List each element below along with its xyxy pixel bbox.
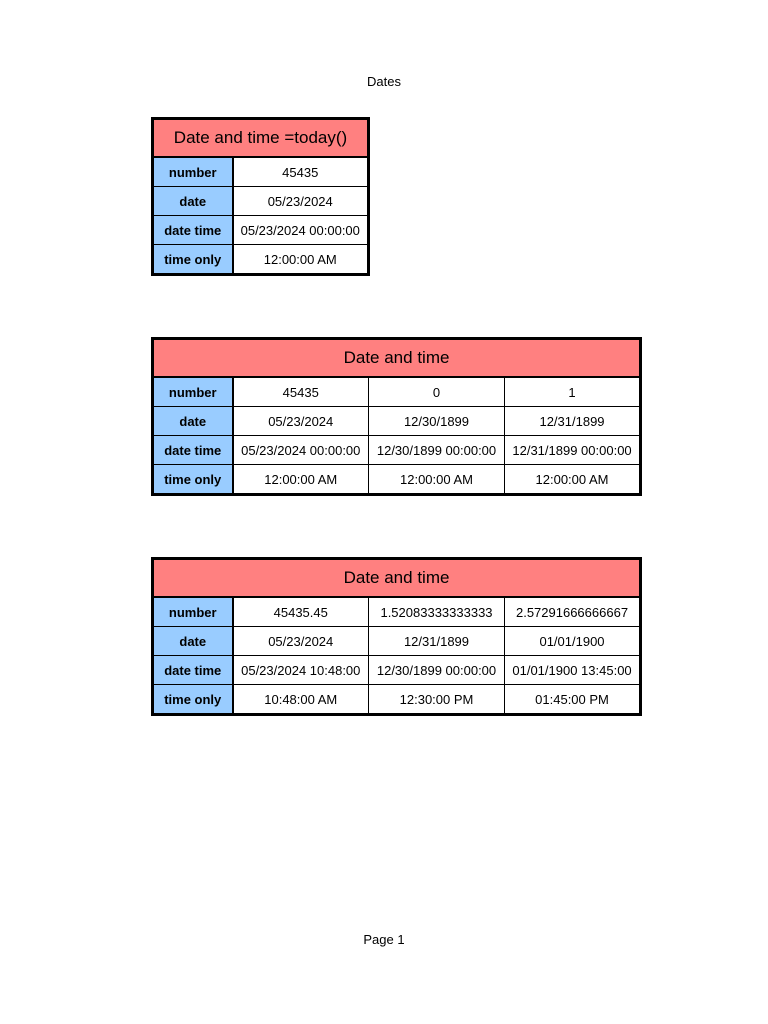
table-row xyxy=(153,627,641,656)
table-cell: 01/01/1900 xyxy=(505,627,641,656)
row-label-number: number xyxy=(153,377,233,407)
table-cell: 12/30/1899 00:00:00 xyxy=(369,436,505,465)
table-cell: 12/31/1899 xyxy=(505,407,641,436)
table-cell: 05/23/2024 00:00:00 xyxy=(233,216,369,245)
table-cell: 0 xyxy=(369,377,505,407)
today-table xyxy=(151,117,370,276)
table-cell: 12/30/1899 00:00:00 xyxy=(369,656,505,685)
table-cell: 05/23/2024 xyxy=(233,627,369,656)
table-row xyxy=(153,465,641,495)
table-cell: 12:00:00 AM xyxy=(233,245,369,275)
table-row xyxy=(153,157,369,187)
table-row xyxy=(153,685,641,715)
row-label-date: date xyxy=(153,407,233,436)
row-label-date-time: date time xyxy=(153,436,233,465)
table-row xyxy=(153,187,369,216)
table-cell: 45435 xyxy=(233,157,369,187)
row-label-time-only: time only xyxy=(153,685,233,715)
table-row xyxy=(153,407,641,436)
row-label-date: date xyxy=(153,627,233,656)
table-heading: Date and time xyxy=(153,339,641,378)
row-label-date-time: date time xyxy=(153,216,233,245)
table-row xyxy=(153,377,641,407)
date-time-table-2 xyxy=(151,557,642,716)
table-row xyxy=(153,656,641,685)
table-row xyxy=(153,597,641,627)
page-title: Dates xyxy=(367,74,401,89)
row-label-time-only: time only xyxy=(153,245,233,275)
row-label-time-only: time only xyxy=(153,465,233,495)
table-cell: 10:48:00 AM xyxy=(233,685,369,715)
table-cell: 05/23/2024 xyxy=(233,407,369,436)
table-cell: 45435.45 xyxy=(233,597,369,627)
table-row xyxy=(153,216,369,245)
date-time-table-1 xyxy=(151,337,642,496)
table-cell: 12/30/1899 xyxy=(369,407,505,436)
row-label-date: date xyxy=(153,187,233,216)
table-cell: 12:00:00 AM xyxy=(233,465,369,495)
row-label-number: number xyxy=(153,157,233,187)
table-cell: 12/31/1899 00:00:00 xyxy=(505,436,641,465)
table-cell: 12:30:00 PM xyxy=(369,685,505,715)
table-cell: 05/23/2024 00:00:00 xyxy=(233,436,369,465)
table-cell: 1.52083333333333 xyxy=(369,597,505,627)
table-cell: 05/23/2024 xyxy=(233,187,369,216)
row-label-number: number xyxy=(153,597,233,627)
table-row xyxy=(153,436,641,465)
table-cell: 12:00:00 AM xyxy=(369,465,505,495)
table-cell: 2.57291666666667 xyxy=(505,597,641,627)
row-label-date-time: date time xyxy=(153,656,233,685)
table-heading: Date and time =today() xyxy=(153,119,369,158)
table-cell: 05/23/2024 10:48:00 xyxy=(233,656,369,685)
page-number: Page 1 xyxy=(363,932,405,947)
table-cell: 12/31/1899 xyxy=(369,627,505,656)
table-cell: 45435 xyxy=(233,377,369,407)
table-cell: 12:00:00 AM xyxy=(505,465,641,495)
table-row xyxy=(153,245,369,275)
table-cell: 01:45:00 PM xyxy=(505,685,641,715)
table-cell: 01/01/1900 13:45:00 xyxy=(505,656,641,685)
table-heading: Date and time xyxy=(153,559,641,598)
table-cell: 1 xyxy=(505,377,641,407)
